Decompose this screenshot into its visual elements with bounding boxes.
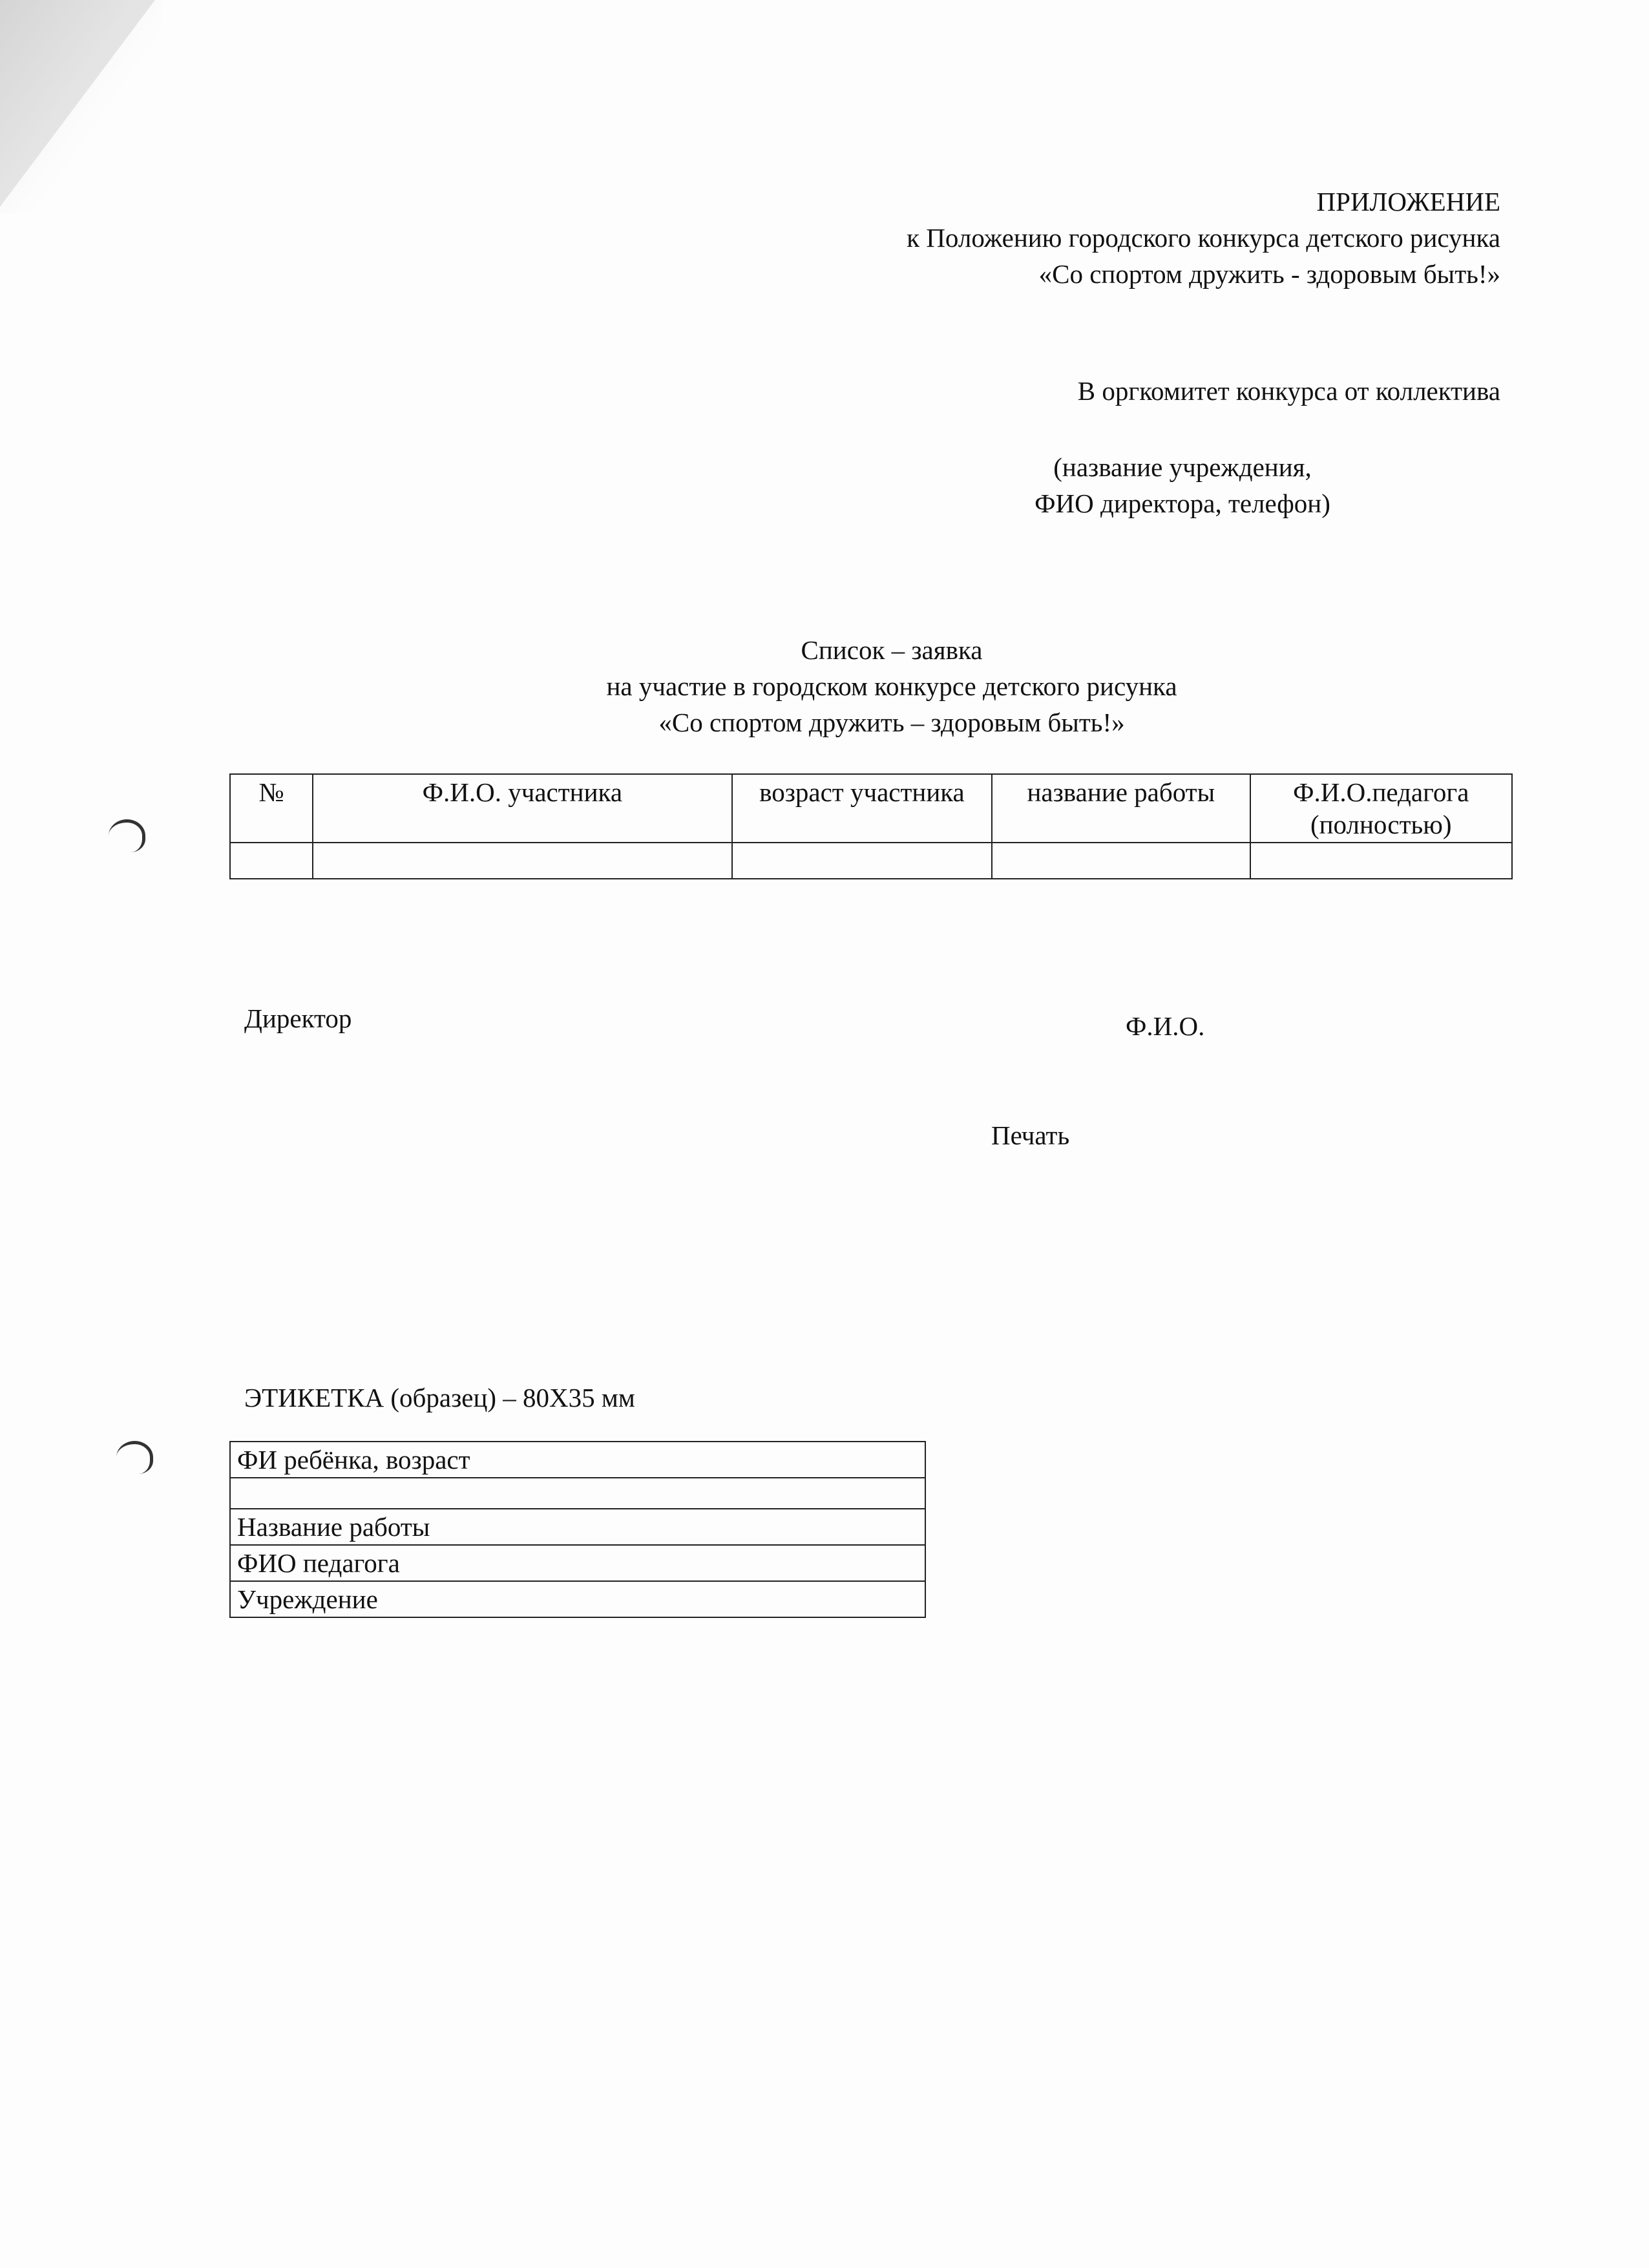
table-row — [230, 1478, 925, 1509]
title-line-3: «Со спортом дружить – здоровым быть!» — [658, 708, 1125, 737]
addressee-hint — [956, 449, 1409, 521]
appendix-line-1: к Положению городского конкурса детского рисунка — [907, 223, 1500, 253]
label-caption: ЭТИКЕТКА (образец) – 80Х35 мм — [244, 1383, 635, 1412]
page-corner-shadow — [0, 0, 162, 213]
appendix-title: ПРИЛОЖЕНИЕ — [1316, 187, 1500, 216]
table-cell — [230, 843, 313, 879]
addressee-line: В оргкомитет конкурса от коллектива — [1077, 376, 1500, 406]
table-row — [230, 1509, 925, 1545]
label-teacher-name: ФИО педагога — [230, 1545, 925, 1581]
label-blank-line — [230, 1478, 925, 1509]
column-header-teacher-name: Ф.И.О.педагога (полностью) — [1250, 774, 1513, 843]
column-header-number: № — [230, 774, 313, 843]
punch-hole-mark — [109, 819, 145, 852]
column-header-work-title: название работы — [992, 774, 1250, 843]
appendix-line-2: «Со спортом дружить - здоровым быть!» — [1038, 259, 1500, 289]
label-work-title: Название работы — [230, 1509, 925, 1545]
seal-label: Печать — [991, 1120, 1070, 1150]
column-header-participant-name: Ф.И.О. участника — [313, 774, 732, 843]
label-sample-table — [229, 1441, 926, 1618]
title-line-2: на участие в городском конкурсе детского рисунка — [606, 671, 1177, 701]
document-title — [362, 632, 1422, 740]
application-table — [229, 773, 1513, 879]
table-cell — [1250, 843, 1513, 879]
table-row — [230, 1545, 925, 1581]
table-cell — [992, 843, 1250, 879]
director-label: Директор — [244, 1003, 352, 1033]
addressee-hint-line-1: (название учреждения, — [1053, 452, 1312, 482]
table-row — [230, 1442, 925, 1478]
appendix-header — [907, 184, 1500, 292]
column-header-participant-age: возраст участника — [732, 774, 992, 843]
addressee-hint-line-2: ФИО директора, телефон) — [1035, 488, 1330, 518]
table-row — [230, 1581, 925, 1617]
fio-label: Ф.И.О. — [1126, 1011, 1205, 1041]
punch-hole-mark — [116, 1441, 153, 1474]
table-row — [230, 843, 1512, 879]
table-cell — [313, 843, 732, 879]
label-institution: Учреждение — [230, 1581, 925, 1617]
title-line-1: Список – заявка — [801, 635, 983, 665]
label-child-name-age: ФИ ребёнка, возраст — [230, 1442, 925, 1478]
table-cell — [732, 843, 992, 879]
table-header-row — [230, 774, 1512, 843]
